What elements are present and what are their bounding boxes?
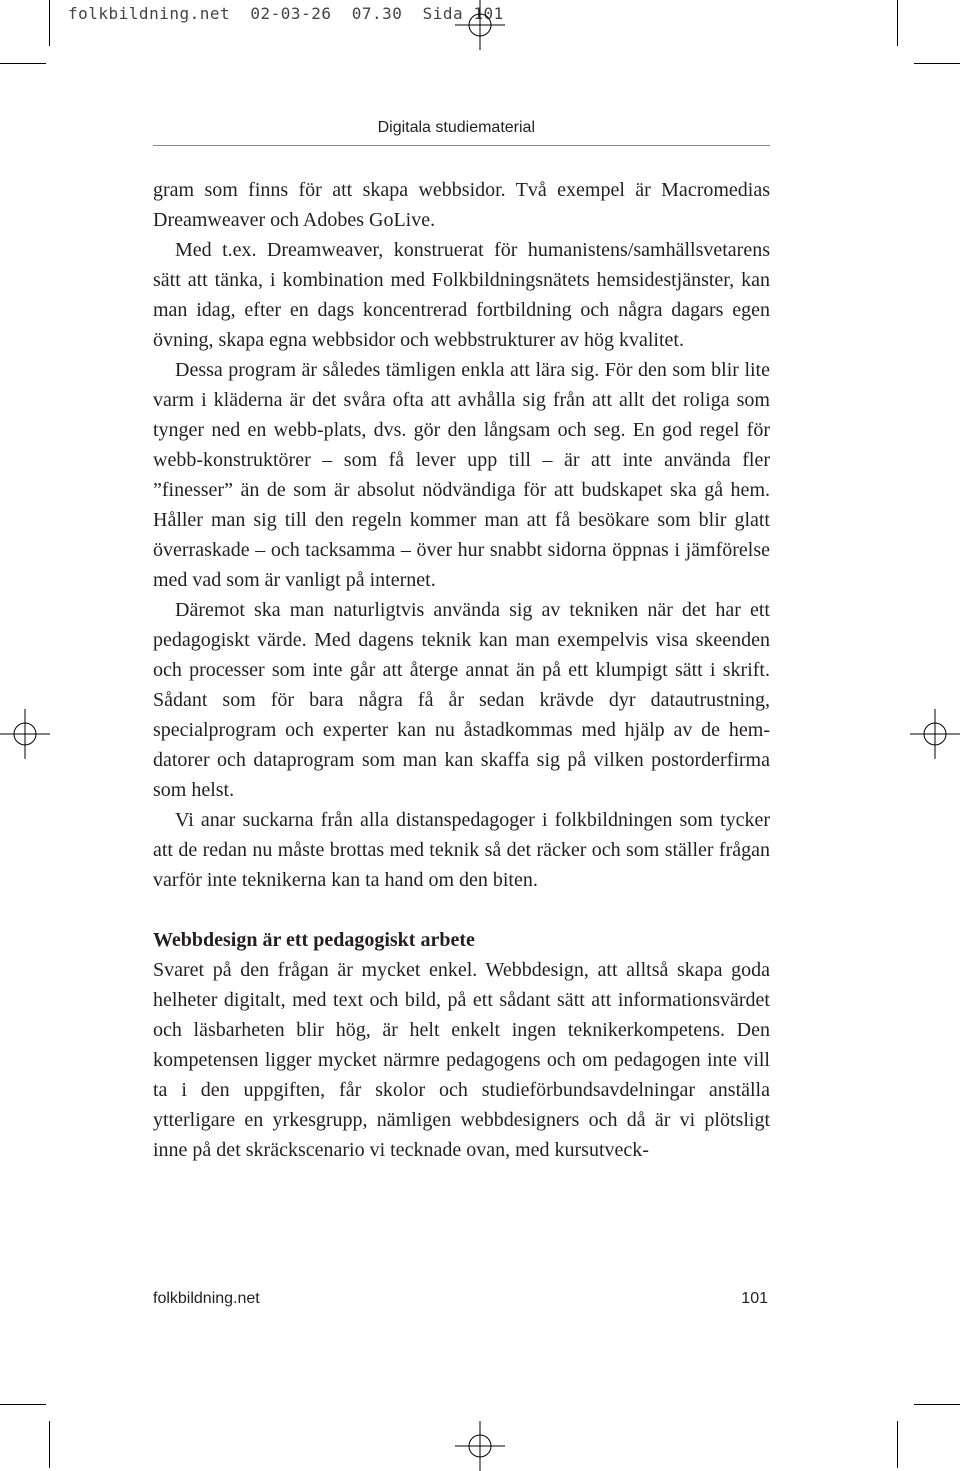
crop-mark-top-left-h [0,63,46,64]
registration-mark-right [910,709,960,759]
running-head: Digitala studiematerial [377,119,535,136]
crop-mark-top-left [49,0,50,46]
footer-site-name: folkbildning.net [153,1290,260,1307]
body-text [153,175,770,1165]
paragraph: Dessa program är således tämligen enkla att lära sig. För den som blir lite varm i kläderna är det svåra ofta att avhålla sig från att allt det roliga som tynger ned en webb-plats, dvs. gör den långsam och seg. En god regel för webb-konstruktörer – som få lever upp till – är att inte använda fler ”finesser” än de som är absolut nödvändiga för att budskapet ska gå hem. Håller man sig till den regeln kommer man att få besökare som blir glatt överraskade – och tacksamma – över hur snabbt sidorna öppnas i jämförelse med vad som är vanligt på internet. [153,359,770,591]
crop-mark-bottom-right [897,1421,898,1468]
section-heading: Webbdesign är ett pedagogiskt arbete [153,929,475,951]
printer-slug-line: folkbildning.net 02-03-26 07.30 Sida 101 [68,4,504,23]
page-number: 101 [741,1290,768,1307]
crop-mark-bottom-left-h [0,1404,46,1405]
registration-mark-bottom [455,1421,505,1471]
paragraph: Med t.ex. Dreamweaver, konstruerat för humanistens/samhällsvetarens sätt att tänka, i kombination med Folkbildningsnätets hemsidestjänster, kan man idag, efter en dags koncentrerad fortbildning och några dagars egen övning, skapa egna webbsidor och webbstrukturer av hög kvalitet. [153,239,770,351]
paragraph: Däremot ska man naturligtvis använda sig av tekniken när det har ett pedagogiskt värde. Med dagens teknik kan man exempelvis visa skeenden och processer som inte går att återge annat än på ett klumpigt sätt i skrift. Sådant som för bara några få år sedan krävde dyr datautrustning, specialprogram och experter kan nu åstadkommas med hjälp av de hemdatorer och dataprogram som man kan skaffa sig på vilken postorderfirma som helst. [153,599,770,801]
paragraph: gram som finns för att skapa webbsidor. Två exempel är Macromedias Dreamweaver och Adobes GoLive. [153,179,770,231]
crop-mark-top-right-h [914,63,960,64]
paragraph: Vi anar suckarna från alla distanspedagoger i folkbildningen som tycker att de redan nu måste brottas med teknik så det räcker och som ställer frågan varför inte teknikerna kan ta hand om den biten. [153,809,770,891]
registration-mark-left [0,709,50,759]
crop-mark-bottom-left [49,1421,50,1468]
crop-mark-top-right [897,0,898,46]
registration-mark-top [455,0,505,50]
crop-mark-bottom-right-h [914,1404,960,1405]
header-rule [153,145,770,146]
paragraph: Svaret på den frågan är mycket enkel. Webbdesign, att alltså skapa goda helheter digitalt, med text och bild, på ett sådant sätt att informationsvärdet och läsbarheten blir hög, är helt enkelt ingen teknikerkompetens. Den kompetensen ligger mycket närmre pedagogens och om pedagogen inte vill ta i den uppgiften, får skolor och studieförbundsavdelningar anställa ytterligare en yrkesgrupp, nämligen webbdesigners och då är vi plötsligt inne på det skräckscenario vi tecknade ovan, med kursutveck- [153,959,770,1161]
